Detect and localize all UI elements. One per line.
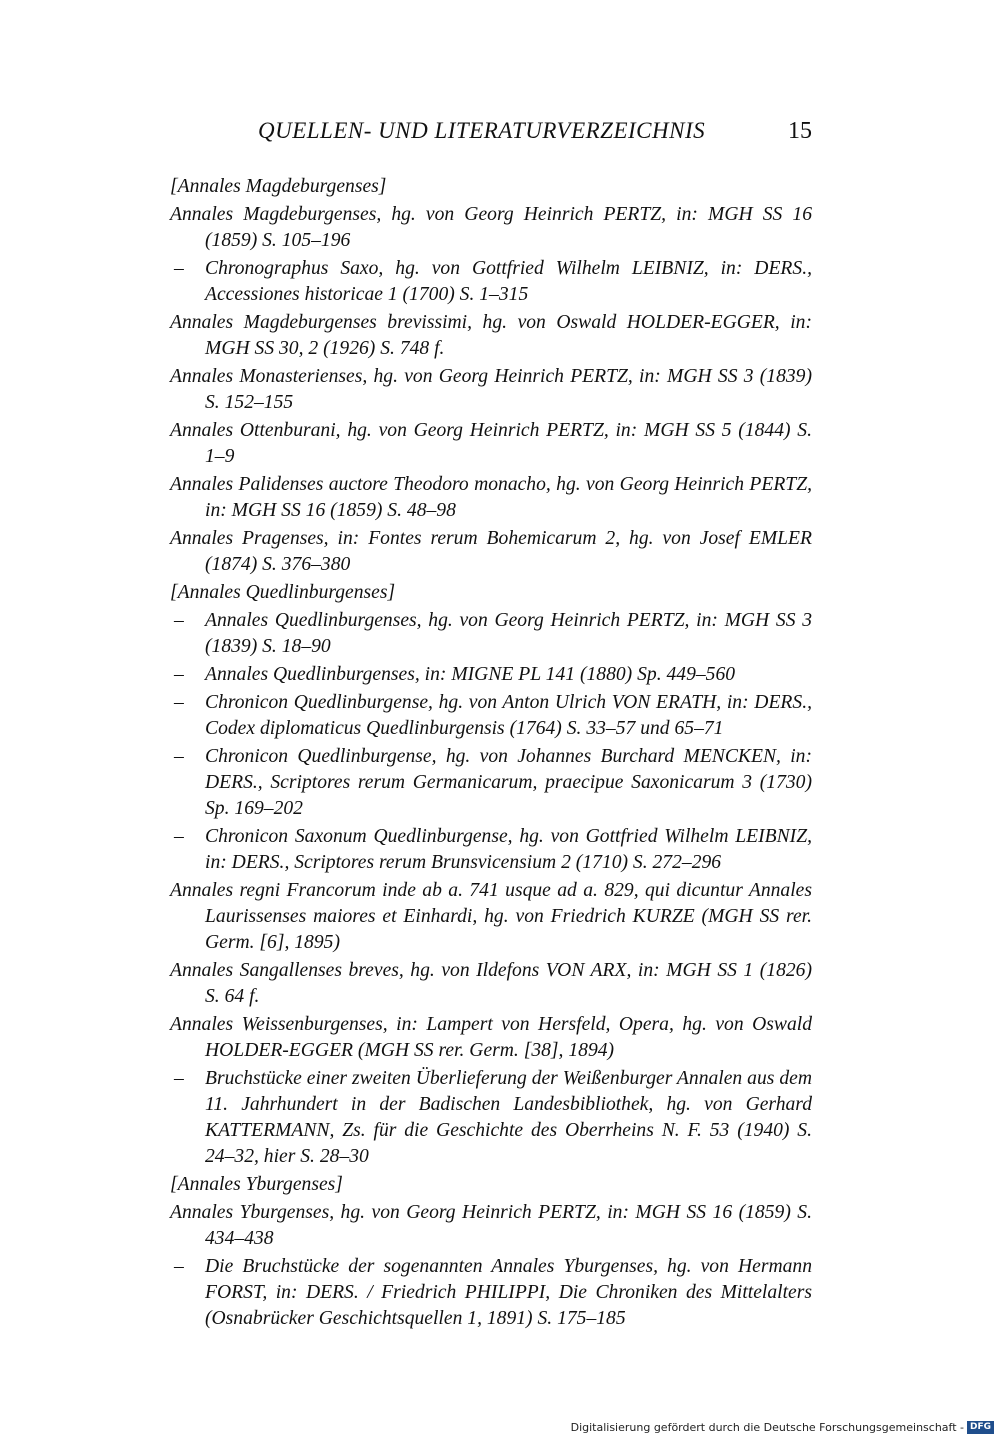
dash-marker: – — [174, 1256, 184, 1277]
dash-marker: – — [174, 826, 184, 847]
entry-text: Die Bruchstücke der sogenannten Annales Yburgenses, hg. von Hermann FORST, in: DERS. / Friedrich PHILIPPI, Die Chroniken des Mittelalters (Osnabrücker Geschichtsquellen 1, 1891) S. 175–185 — [205, 1256, 812, 1329]
dfg-logo: DFG — [967, 1421, 994, 1434]
dash-marker: – — [174, 258, 184, 279]
bibliography-entry — [170, 958, 812, 1010]
entry-text: Annales Palidenses auctore Theodoro monacho, hg. von Georg Heinrich PERTZ, in: MGH SS 16 (1859) S. 48–98 — [170, 474, 812, 521]
digitization-credit — [571, 1421, 994, 1434]
entry-text: Chronicon Saxonum Quedlinburgense, hg. von Gottfried Wilhelm LEIBNIZ, in: DERS., Scriptores rerum Brunsvicensium 2 (1710) S. 272–296 — [205, 826, 812, 873]
bibliography-entry — [170, 472, 812, 524]
entry-text: Annales Ottenburani, hg. von Georg Heinrich PERTZ, in: MGH SS 5 (1844) S. 1–9 — [170, 420, 812, 467]
dash-marker: – — [174, 610, 184, 631]
entry-text: Chronicon Quedlinburgense, hg. von Anton Ulrich VON ERATH, in: DERS., Codex diplomaticus Quedlinburgensis (1764) S. 33–57 und 65–71 — [205, 692, 812, 739]
sub-entry — [170, 608, 812, 660]
dash-marker: – — [174, 692, 184, 713]
bibliography-entry — [170, 1012, 812, 1064]
sub-entry — [170, 744, 812, 822]
dash-marker: – — [174, 1068, 184, 1089]
sub-entry — [170, 256, 812, 308]
sub-entry — [170, 824, 812, 876]
sub-entry — [170, 690, 812, 742]
section-heading — [170, 580, 812, 606]
entry-text: [Annales Quedlinburgenses] — [170, 582, 396, 603]
entry-text: Annales Quedlinburgenses, hg. von Georg Heinrich PERTZ, in: MGH SS 3 (1839) S. 18–90 — [205, 610, 812, 657]
bibliography-list — [170, 174, 812, 1334]
bibliography-entry — [170, 364, 812, 416]
entry-text: Annales Magdeburgenses, hg. von Georg Heinrich PERTZ, in: MGH SS 16 (1859) S. 105–196 — [170, 204, 812, 251]
entry-text: Chronicon Quedlinburgense, hg. von Johannes Burchard MENCKEN, in: DERS., Scriptores rerum Germanicarum, praecipue Saxonicarum 3 (1730) Sp. 169–202 — [205, 746, 812, 819]
entry-text: Annales regni Francorum inde ab a. 741 usque ad a. 829, qui dicuntur Annales Laurissenses maiores et Einhardi, hg. von Friedrich KURZE (MGH SS rer. Germ. [6], 1895) — [170, 880, 812, 953]
sub-entry — [170, 662, 812, 688]
section-heading — [170, 174, 812, 200]
credit-text: Digitalisierung gefördert durch die Deutsche Forschungsgemeinschaft - — [570, 1421, 964, 1434]
entry-text: Bruchstücke einer zweiten Überlieferung der Weißenburger Annalen aus dem 11. Jahrhundert in der Badischen Landesbibliothek, hg. von Gerhard KATTERMANN, Zs. für die Geschichte des Oberrheins N. F. 53 (1940) S. 24–32, hier S. 28–30 — [205, 1068, 812, 1167]
entry-text: [Annales Yburgenses] — [170, 1174, 343, 1195]
bibliography-entry — [170, 202, 812, 254]
entry-text: Annales Quedlinburgenses, in: MIGNE PL 141 (1880) Sp. 449–560 — [205, 664, 736, 685]
entry-text: [Annales Magdeburgenses] — [170, 176, 387, 197]
page-header — [170, 118, 812, 158]
sub-entry — [170, 1066, 812, 1170]
entry-text: Annales Weissenburgenses, in: Lampert von Hersfeld, Opera, hg. von Oswald HOLDER-EGGER (MGH SS rer. Germ. [38], 1894) — [170, 1014, 812, 1061]
entry-text: Annales Pragenses, in: Fontes rerum Bohemicarum 2, hg. von Josef EMLER (1874) S. 376–380 — [170, 528, 812, 575]
dash-marker: – — [174, 664, 184, 685]
bibliography-entry — [170, 1200, 812, 1252]
running-title: QUELLEN- UND LITERATURVERZEICHNIS — [258, 118, 706, 143]
entry-text: Chronographus Saxo, hg. von Gottfried Wilhelm LEIBNIZ, in: DERS., Accessiones historicae 1 (1700) S. 1–315 — [205, 258, 812, 305]
section-heading — [170, 1172, 812, 1198]
entry-text: Annales Sangallenses breves, hg. von Ildefons VON ARX, in: MGH SS 1 (1826) S. 64 f. — [170, 960, 812, 1007]
entry-text: Annales Yburgenses, hg. von Georg Heinrich PERTZ, in: MGH SS 16 (1859) S. 434–438 — [170, 1202, 812, 1249]
dash-marker: – — [174, 746, 184, 767]
bibliography-entry — [170, 878, 812, 956]
bibliography-entry — [170, 526, 812, 578]
page-number: 15 — [788, 118, 812, 144]
bibliography-entry — [170, 310, 812, 362]
sub-entry — [170, 1254, 812, 1332]
bibliography-entry — [170, 418, 812, 470]
entry-text: Annales Magdeburgenses brevissimi, hg. von Oswald HOLDER-EGGER, in: MGH SS 30, 2 (1926) S. 748 f. — [170, 312, 812, 359]
entry-text: Annales Monasterienses, hg. von Georg Heinrich PERTZ, in: MGH SS 3 (1839) S. 152–155 — [170, 366, 812, 413]
